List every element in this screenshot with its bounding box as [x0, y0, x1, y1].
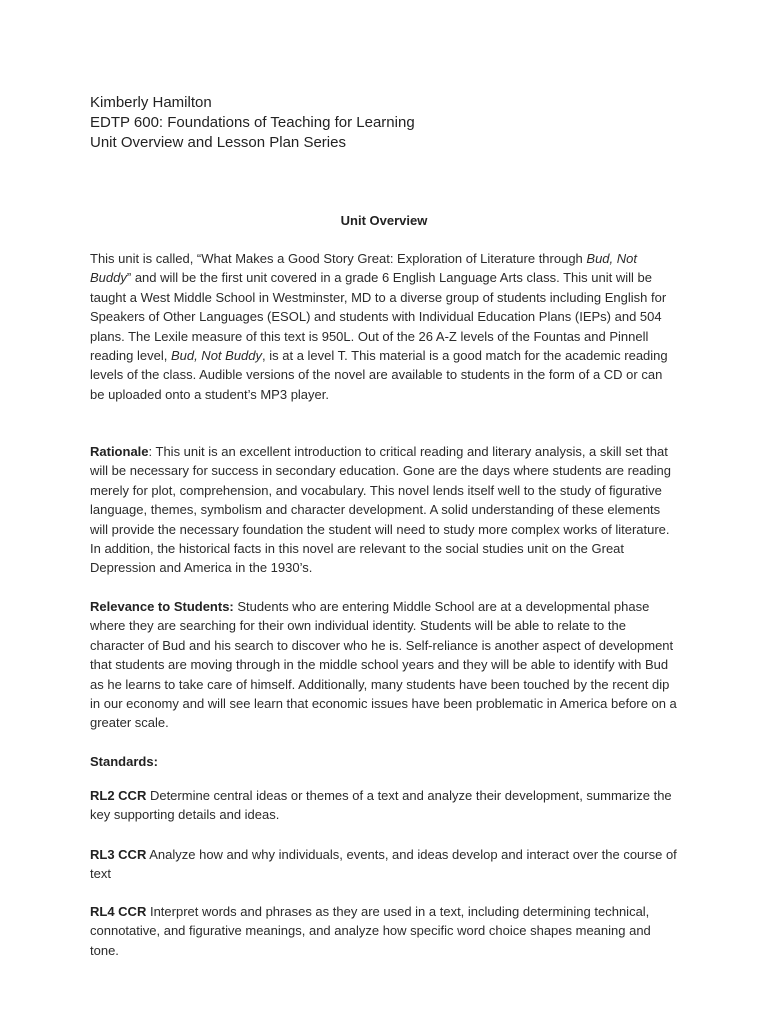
- standards-heading-text: Standards:: [90, 754, 158, 769]
- book-title: Bud, Not Buddy: [170, 348, 263, 364]
- course-title: EDTP 600: Foundations of Teaching for Learning: [90, 114, 415, 131]
- standard-code: RL4 CCR: [90, 904, 147, 919]
- overview-text-part: ” and will be the first unit covered in a grade 6 English Language Arts class. This unit will be taught a West Middle School in Westminster, MD to a diverse group of students including English for Speakers of Other Languages (ESOL) and students with Individual Education Plans (IEPs) and 504 plans. The Lexile measure of this text is 950L. Out of the 26 A-Z levels of the Fountas and Pinnell reading level,: [90, 270, 667, 364]
- relevance-label: Relevance to Students:: [90, 599, 234, 614]
- standard-text: Interpret words and phrases as they are used in a text, including determining technical, connotative, and figurative meanings, and analyze how specific word choice shapes meaning and tone.: [90, 904, 651, 958]
- rationale-text: : This unit is an excellent introduction to critical reading and literary analysis, a skill set that will be necessary for success in secondary education. Gone are the days where students are reading merely for plot, comprehension, and vocabulary. This novel lends itself well to the study of figurative language, themes, symbolism and character development. A solid understanding of these elements will provide the necessary foundation the student will need to study more complex works of literature. In addition, the historical facts in this novel are relevant to the social studies unit on the Great Depression and America in the 1930’s.: [90, 444, 671, 576]
- standard-item: [90, 845, 680, 884]
- overview-text-part: This unit is called, “What Makes a Good Story Great: Exploration of Literature through: [90, 251, 587, 266]
- unit-overview-paragraph: [90, 249, 680, 404]
- author-name: Kimberly Hamilton: [90, 94, 212, 111]
- standards-heading: [90, 752, 680, 771]
- standard-text: Analyze how and why individuals, events, and ideas develop and interact over the course of text: [90, 847, 677, 882]
- relevance-text: Students who are entering Middle School are at a developmental phase where they are searching for their own individual identity. Students will be able to relate to the character of Bud and his search to discover who he is. Self-reliance is another aspect of development that students are moving through in the middle school years and they will be able to identify with Bud as he learns to take care of himself. Additionally, many students have been touched by the recent dip in our economy and will see learn that economic issues have been problematic in America before on a greater scale.: [90, 599, 677, 731]
- standard-text: Determine central ideas or themes of a text and analyze their development, summarize the key supporting details and ideas.: [90, 788, 672, 823]
- rationale-paragraph: [90, 442, 680, 578]
- standard-item: [90, 902, 680, 960]
- rationale-label: Rationale: [90, 444, 149, 459]
- standard-code: RL3 CCR: [90, 847, 147, 862]
- standard-item: [90, 786, 680, 825]
- standard-code: RL2 CCR: [90, 788, 147, 803]
- overview-text-part: , is at a level T. This material is a good match for the academic reading levels of the class. Audible versions of the novel are available to students in the form of a CD or can be uploaded onto a student’s MP3 player.: [90, 348, 668, 402]
- relevance-paragraph: [90, 597, 680, 733]
- unit-overview-heading: Unit Overview: [340, 213, 428, 228]
- book-title: Bud, Not Buddy: [90, 251, 637, 286]
- document-title: Unit Overview and Lesson Plan Series: [90, 134, 346, 151]
- document-header: [90, 93, 415, 153]
